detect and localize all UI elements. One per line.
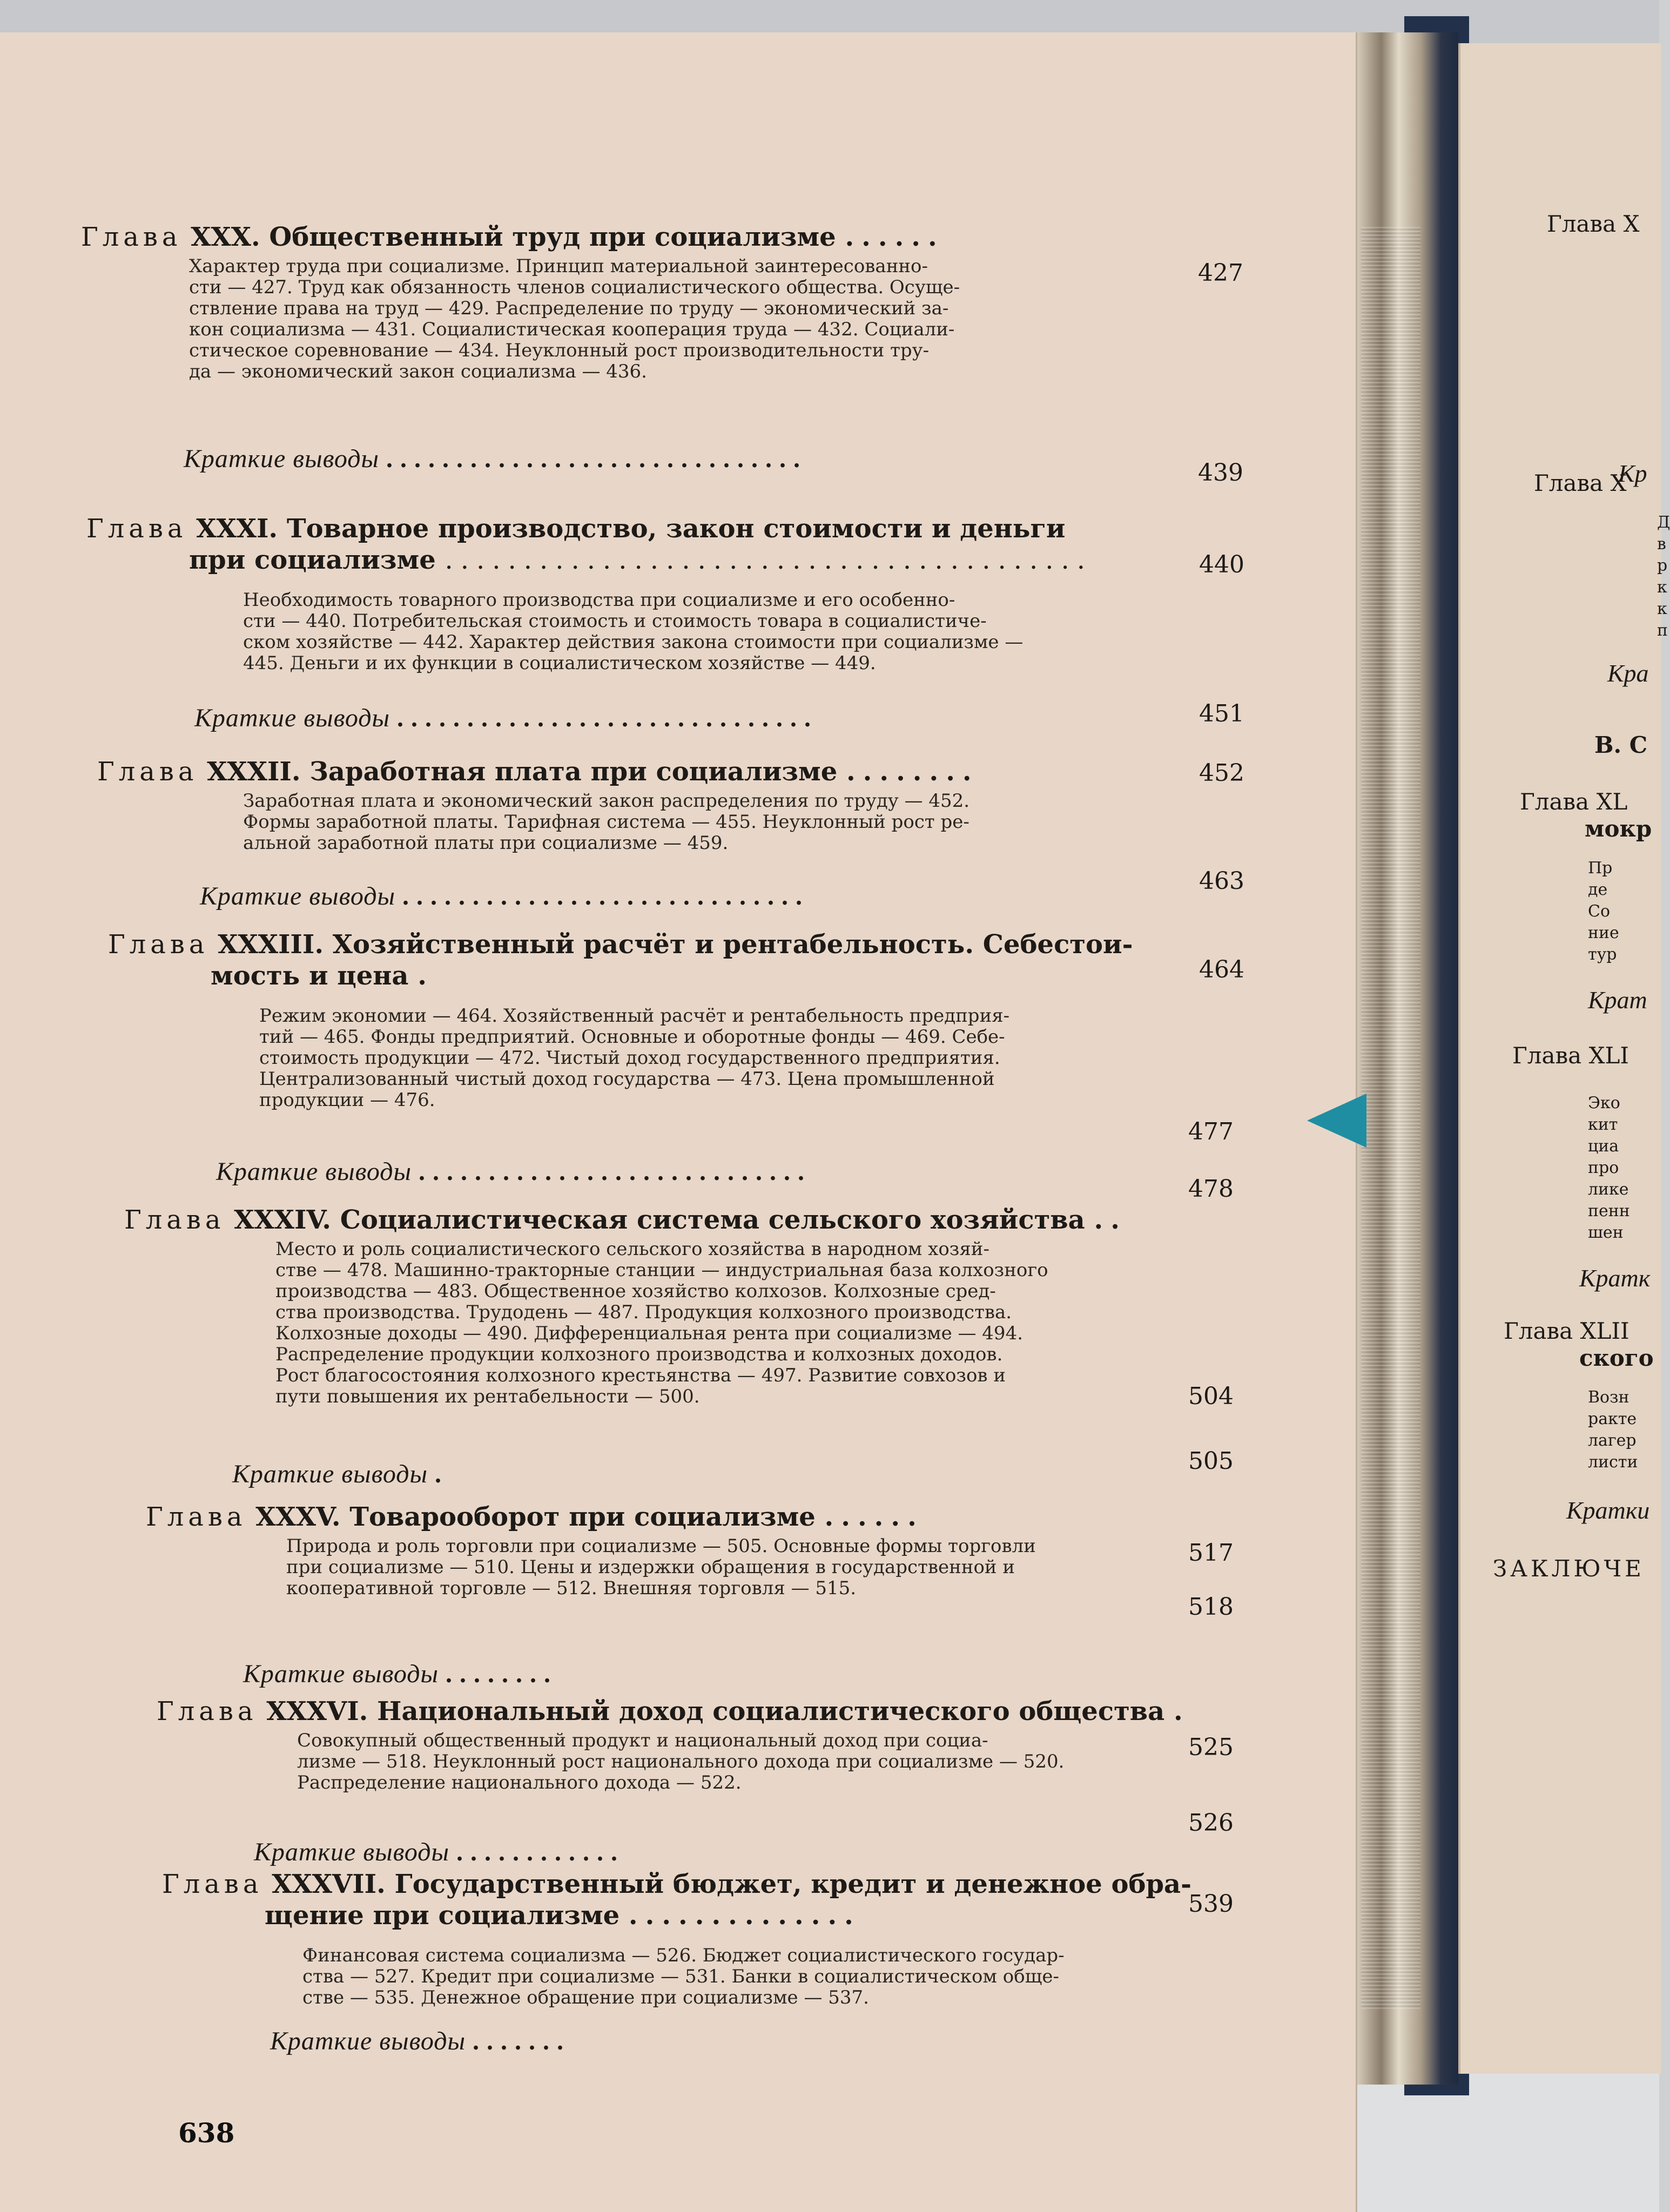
summary-page: 526 [1188,1809,1234,1837]
bookmark-tab [1307,1094,1366,1148]
summary-line: Краткие выводы ........ [243,1660,558,1688]
summary-page: 478 [1188,1175,1234,1203]
right-fragment: тур [1588,945,1617,964]
summary-page: 439 [1198,459,1243,487]
summary-line: Краткие выводы .............................. [184,444,807,473]
summary-line: Краткие выводы ............ [254,1838,625,1866]
chapter-title: XXXVI. Национальный доход социалистического общества [266,1696,1165,1727]
right-fragment: листи [1588,1453,1638,1472]
right-fragment: к [1657,578,1667,597]
summary-page: 451 [1199,700,1244,727]
chapter-title: XXX. Общественный труд при социализме [191,222,836,252]
chapter-xxxvii: Глава XXXVII. Государственный бюджет, кредит и денежное обра- щение при социализме .............. Финансовая система социализма — 526. Бюджет социалистического государ- ства — 527. Кредит при социализме — 531. Банки в социалистическом обще- стве — 535. Денежное обращение при социализме — 537. [162,1869,1192,2008]
chapter-description: Необходимость товарного производства при социализме и его особенно- сти — 440. Потребительская стоимость и стоимость товара в социалистиче- ском хозяйстве — 442. Характер действия закона стоимости при социализме — 445. Деньги и их функции в социалистическом хозяйстве — 449. [243,589,1023,674]
right-fragment: Глава XLII [1504,1318,1629,1344]
chapter-xxxii: Глава XXXII. Заработная плата при социализме ........ Заработная плата и экономический закон распределения по труду — 452. Формы заработной платы. Тарифная система — 455. Неуклонный рост ре- альной заработной платы при социализме — 459. [97,757,979,854]
right-fragment: Кратки [1566,1496,1650,1524]
right-fragment: Глава Х [1547,211,1640,237]
right-fragment: ние [1588,923,1619,942]
chapter-description: Заработная плата и экономический закон распределения по труду — 452. Формы заработной платы. Тарифная система — 455. Неуклонный рост ре- альной заработной платы при социализме — 459. [243,790,970,854]
right-fragment: ЗАКЛЮЧЕ [1493,1555,1645,1582]
chapter-page: 440 [1199,551,1244,578]
right-fragment: шен [1588,1223,1624,1242]
summary-page: 518 [1188,1593,1234,1621]
right-fragment: Кр [1618,460,1647,487]
left-page [0,32,1357,2212]
chapter-title: XXXIII. Хозяйственный расчёт и рентабельность. Себестои- [218,929,1133,960]
page-number: 638 [178,2117,235,2149]
right-fragment: Эко [1588,1094,1620,1112]
spine-binding-fabric [1361,227,1420,2009]
right-fragment: пенн [1588,1202,1630,1220]
right-fragment: лагер [1588,1431,1637,1450]
description-page: 539 [1188,1890,1234,1918]
chapter-xxxv: Глава XXXV. Товарооборот при социализме ...... Природа и роль торговли при социализме — 505. Основные формы торговли при социализме — 510. Цены и издержки обращения в государственной и кооперативной торговле — 512. Внешняя торговля — 515. [146,1502,1036,1599]
summary-line: Краткие выводы ............................ [216,1157,812,1186]
right-fragment: мокр [1585,815,1652,842]
chapter-description: Финансовая система социализма — 526. Бюджет социалистического государ- ства — 527. Кредит при социализме — 531. Банки в социалистическом обще- стве — 535. Денежное обращение при социализме — 537. [302,1945,1065,2008]
chapter-description: Место и роль социалистического сельского хозяйства в народном хозяй- стве — 478. Машинно-тракторные станции — индустриальная база колхозного производства — 483. Общественное хозяйство колхозов. Колхозные сред- ства производства. Трудодень — 487. Продукция колхозного производства. Колхозные доходы — 490. Дифференциальная рента при социализме — 494. Распределение продукции колхозного производства и колхозных доходов. Рост благосостояния колхозного крестьянства — 497. Развитие совхозов и пути повышения их рентабельности — 500. [275,1238,1048,1407]
right-fragment: к [1657,599,1667,618]
summary-line: Краткие выводы ............................. [200,882,810,911]
chapter-xxxi: Глава XXXI. Товарное производство, закон стоимости и деньги при социализме ......................................... Необходимость товарного производства при социализме и его особенно- сти — 440. Потребительская стоимость и стоимость товара в социалистиче- ском хозяйстве — 442. Характер действия закона стоимости при социализме — 445. Деньги и их функции в социалистическом хозяйстве — 449. [86,514,1093,674]
description-page: 517 [1188,1539,1234,1567]
right-fragment: в [1657,535,1666,554]
chapter-title: XXXIV. Социалистическая система сельского хозяйства [234,1205,1085,1235]
right-page [1458,43,1670,2074]
right-fragment: п [1657,621,1668,640]
chapter-description: Режим экономии — 464. Хозяйственный расчёт и рентабельность предприя- тий — 465. Фонды предприятий. Основные и оборотные фонды — 469. Себе- стоимость продукции — 472. Чистый доход государственного предприятия. Централизованный чистый доход государства — 473. Цена промышленной продукции — 476. [259,1005,1010,1111]
right-fragment: Кра [1607,659,1649,687]
right-fragment: Кратк [1579,1264,1651,1292]
chapter-xxxiv: Глава XXXIV. Социалистическая система сельского хозяйства .. Место и роль социалистического сельского хозяйства в народном хозяй- стве — 478. Машинно-тракторные станции — индустриальная база колхозного производства — 483. Общественное хозяйство колхозов. Колхозные сред- ства производства. Трудодень — 487. Продукция колхозного производства. Колхозные доходы — 490. Дифференциальная рента при социализме — 494. Распределение продукции колхозного производства и колхозных доходов. Рост благосостояния колхозного крестьянства — 497. Развитие совхозов и пути повышения их рентабельности — 500. [124,1205,1127,1407]
chapter-title: XXXVII. Государственный бюджет, кредит и денежное обра- [272,1869,1192,1899]
right-fragment: В. С [1594,732,1648,758]
summary-page: 463 [1199,867,1244,895]
chapter-prefix: Глава [81,222,182,252]
summary-line: Краткие выводы ....... [270,2027,571,2055]
right-fragment: Пр [1588,859,1613,878]
chapter-description: Характер труда при социализме. Принцип материальной заинтересованно- сти — 427. Труд как обязанность членов социалистического общества. Осуще- ствление права на труд — 429. Распределение по труду — экономический за- кон социализма — 431. Социалистическая кооперация труда — 432. Социали- стическое соревнование — 434. Неуклонный рост производительности тру- да — экономический закон социализма — 436. [189,255,960,382]
right-fragment: Глава XL [1520,788,1628,815]
chapter-xxxvi: Глава XXXVI. Национальный доход социалистического общества . Совокупный общественный продукт и национальный доход при социа- лизме — 518. Неуклонный рост национального дохода при социализме — 520. Распределение национального дохода — 522. [157,1696,1190,1793]
right-fragment: Со [1588,902,1611,921]
description-page: 504 [1188,1382,1234,1410]
chapter-xxxiii: Глава XXXIII. Хозяйственный расчёт и рентабельность. Себестои- мость и цена . Режим экономии — 464. Хозяйственный расчёт и рентабельность предприя- тий — 465. Фонды предприятий. Основные и оборотные фонды — 469. Себе- стоимость продукции — 472. Чистый доход государственного предприятия. Централизованный чистый доход государства — 473. Цена промышленной продукции — 476. [108,929,1133,1111]
right-fragment: Возн [1588,1388,1629,1407]
right-fragment: р [1657,556,1668,575]
summary-line: Краткие выводы . [232,1460,449,1488]
right-fragment: Глава XLI [1512,1042,1629,1069]
chapter-description: Природа и роль торговли при социализме — 505. Основные формы торговли при социализме — 510. Цены и издержки обращения в государственной и кооперативной торговле — 512. Внешняя торговля — 515. [286,1535,1036,1599]
summary-line: Краткие выводы .............................. [194,704,818,732]
chapter-title: XXXII. Заработная плата при социализме [207,757,838,787]
right-fragment: кит [1588,1115,1618,1134]
chapter-title: XXXI. Товарное производство, закон стоимости и деньги [196,514,1066,544]
right-fragment: лике [1588,1180,1629,1199]
chapter-page: 452 [1199,759,1244,787]
description-page: 525 [1188,1734,1234,1761]
right-fragment: про [1588,1158,1619,1177]
right-fragment: Крат [1588,986,1647,1014]
description-page: 477 [1188,1118,1234,1145]
right-fragment: Глава Х [1534,470,1627,496]
right-fragment: де [1588,880,1608,899]
chapter-page: 427 [1198,259,1243,287]
right-fragment: ракте [1588,1410,1637,1428]
chapter-title: XXXV. Товарооборот при социализме [255,1502,816,1532]
summary-page: 505 [1188,1447,1234,1475]
chapter-page: 464 [1199,956,1244,983]
right-fragment: Д [1657,513,1670,532]
chapter-description: Совокупный общественный продукт и национальный доход при социа- лизме — 518. Неуклонный рост национального дохода при социализме — 520. Распределение национального дохода — 522. [297,1730,1065,1793]
right-fragment: ского [1579,1345,1654,1371]
right-fragment: циа [1588,1137,1619,1156]
chapter-xxx: Глава XXX. Общественный труд при социализме ...... Характер труда при социализме. Принцип материальной заинтересованно- сти — 427. Труд как обязанность членов социалистического общества. Осуще- ствление права на труд — 429. Распределение по труду — экономический за- кон социализма — 431. Социалистическая кооперация труда — 432. Социали- стическое соревнование — 434. Неуклонный рост производительности тру- да — экономический закон социализма — 436. [81,222,960,382]
